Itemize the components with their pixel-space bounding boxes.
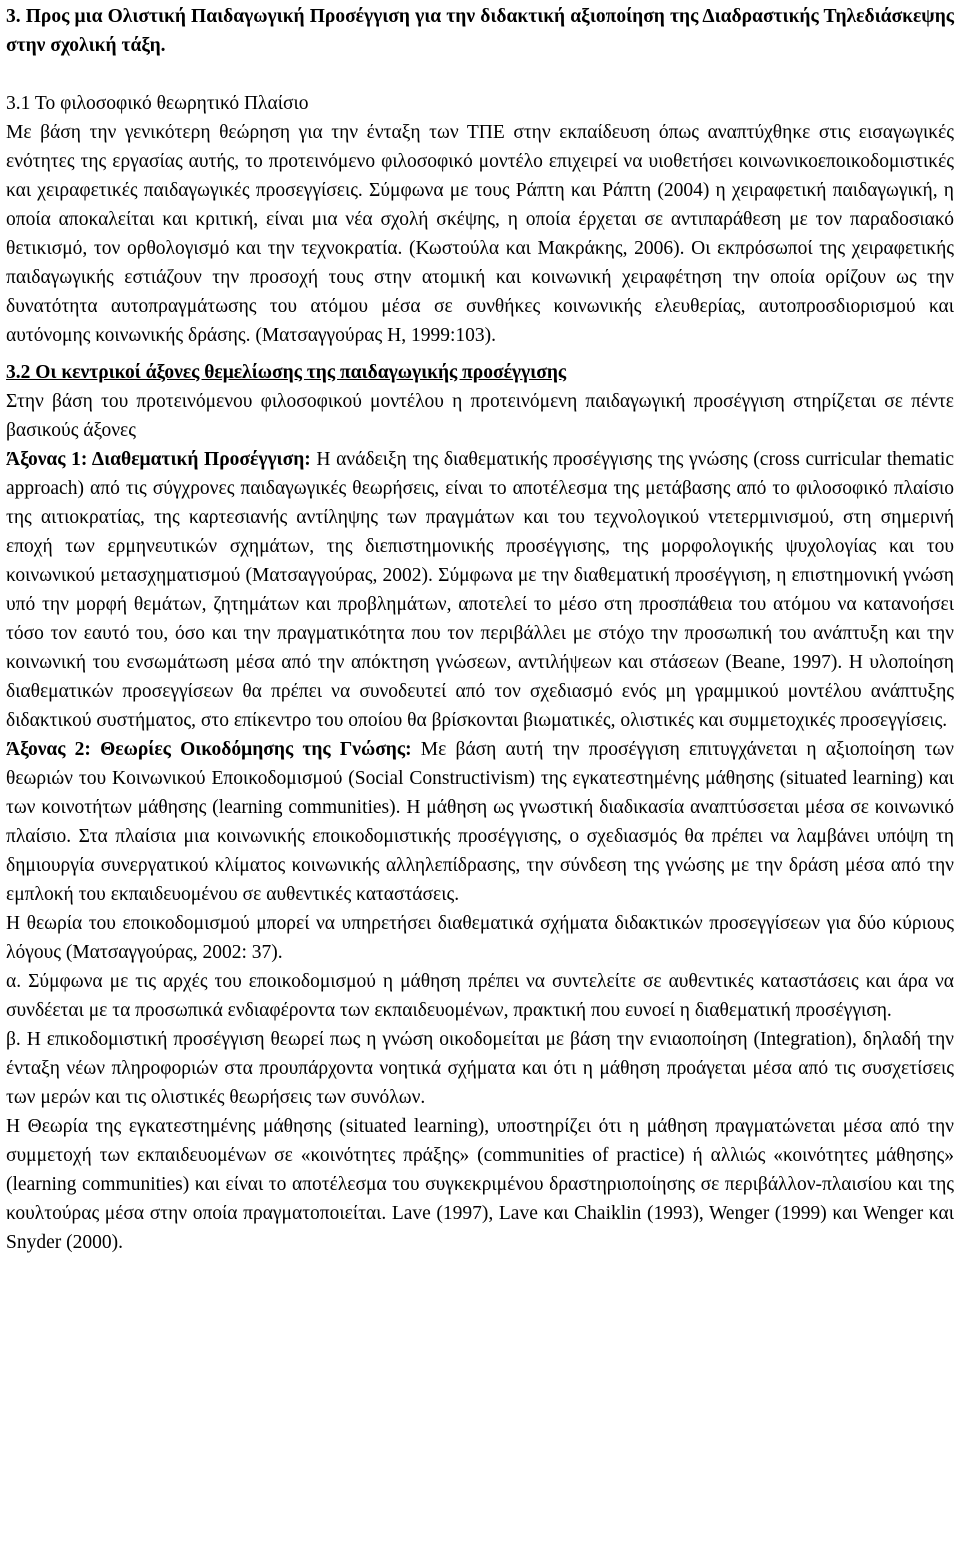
axis-1-paragraph <box>6 445 954 735</box>
section-3-2-intro: Στην βάση του προτεινόμενου φιλοσοφικού μοντέλου η προτεινόμενη παιδαγωγική προσέγγιση στηρίζεται σε πέντε βασικούς άξονες <box>6 391 954 441</box>
section-3-2 <box>6 358 954 1257</box>
section-3-1 <box>6 89 954 350</box>
section-3-1-heading: 3.1 Το φιλοσοφικό θεωρητικό Πλαίσιο <box>6 93 309 114</box>
spacer <box>6 350 954 358</box>
section-3-2-heading-text: 3.2 Οι κεντρικοί άξονες θεμελίωσης της παιδαγωγικής προσέγγισης <box>6 362 567 383</box>
spacer <box>6 60 954 89</box>
point-a-paragraph: α. Σύμφωνα με τις αρχές του εποικοδομισμού η μάθηση πρέπει να συντελείτε σε αυθεντικές καταστάσεις και άρα να συνδέεται με τα προσωπικά ενδιαφέροντα των εκπαιδευομένων, πρακτική που ευνοεί η διαθεματική προσέγγιση. <box>6 971 954 1021</box>
section-3-1-body: Με βάση την γενικότερη θεώρηση για την ένταξη των ΤΠΕ στην εκπαίδευση όπως αναπτύχθηκε στις εισαγωγικές ενότητες της εργασίας αυτής, το προτεινόμενο φιλοσοφικό μοντέλο επιχειρεί να υιοθετήσει κοινωνικοεποικοδομιστικές και χειραφετικές παιδαγωγικές προσεγγίσεις. Σύμφωνα με τους Ράπτη και Ράπτη (2004) η χειραφετική παιδαγωγική, η οποία αποκαλείται και κριτική, είναι μια νέα σχολή σκέψης, η οποία έρχεται σε αντιπαράθεση με τον παραδοσιακό θετικισμό, τον ορθολογισμό και την τεχνοκρατία. (Κωστούλα και Μακράκης, 2006). Οι εκπρόσωποί της χειραφετικής παιδαγωγικής εστιάζουν την προσοχή τους στην ατομική και κοινωνική χειραφέτηση την οποία ορίζουν ως την δυνατότητα αυτοπραγμάτωσης του ατόμου μέσα σε συνθήκες κοινωνικής ελευθερίας, αυτοπροσδιορισμού και αυτόνομης κοινωνικής δράσης. (Ματσαγγούρας Η, 1999:103). <box>6 122 954 346</box>
axis-1-text: Η ανάδειξη της διαθεματικής προσέγγισης της γνώσης (cross curricular thematic approach) από τις σύγχρονες παιδαγωγικές θεωρήσεις, είναι το αποτέλεσμα της μετάβασης από το φιλοσοφικό πλαίσιο της αιτιοκρατίας, της καρτεσιανής αντίληψης των πραγμάτων και του τεχνολογικού ντετερμινισμού, στη σημερινή εποχή των ερμηνευτικών σχημάτων, της διεπιστημονικής προσέγγισης, της μορφολογικής ψυχολογίας και του κοινωνικού μετασχηματισμού (Ματσαγγούρας, 2002). Σύμφωνα με την διαθεματική προσέγγιση, η επιστημονική γνώση υπό την μορφή θεμάτων, ζητημάτων και προβλημάτων, αποτελεί το μέσο στη προσπάθεια του ατόμου να κατανοήσει τόσο τον εαυτό του, όσο και την πραγματικότητα που τον περιβάλλει με στόχο την προσωπική του ανάπτυξη και την κοινωνική του ενσωμάτωση μέσα από την απόκτηση γνώσεων, αντιλήψεων και στάσεων (Beane, 1997). Η υλοποίηση διαθεματικών προσεγγίσεων θα πρέπει να συνοδευτεί από τον σχεδιασμό ενός μη γραμμικού μοντέλου ανάπτυξης διδακτικού συστήματος, στο επίκεντρο του οποίου θα βρίσκονται βιωματικές, ολιστικές και συμμετοχικές προσεγγίσεις. <box>6 449 955 731</box>
section-3-2-heading <box>6 358 954 387</box>
situated-learning-paragraph: Η Θεωρία της εγκατεστημένης μάθησης (situated learning), υποστηρίζει ότι η μάθηση πραγματώνεται μέσα από την συμμετοχή των εκπαιδευομένων σε «κοινότητες πράξης» (communities of practice) ή αλλιώς «κοινότητες μάθησης» (learning communities) και είναι το αποτέλεσμα του συγκεκριμένου δραστηριοποίησης σε περιβάλλον-πλαισίου και της κουλτούρας μέσα στην οποία πραγματοποιείται. Lave (1997), Lave και Chaiklin (1993), Wenger (1999) και Wenger και Snyder (2000). <box>6 1116 954 1253</box>
axis-2-label: Άξονας 2: Θεωρίες Οικοδόμησης της Γνώσης: <box>6 739 412 760</box>
theory-intro-paragraph: Η θεωρία του εποικοδομισμού μπορεί να υπηρετήσει διαθεματικά σχήματα διδακτικών προσεγγίσεων για δύο κύριους λόγους (Ματσαγγούρας, 2002: 37). <box>6 913 954 963</box>
point-b-paragraph: β. Η επικοδομιστική προσέγγιση θεωρεί πως η γνώση οικοδομείται με βάση την ενιαοποίηση (Integration), δηλαδή την ένταξη νέων πληροφοριών στα προυπάρχοντα νοητικά σχήματα και ότι η μάθηση προάγεται μέσα από τις συσχετίσεις των μερών και τις ολιστικές θεωρήσεις των συνόλων. <box>6 1029 954 1108</box>
section-3-heading: 3. Προς μια Ολιστική Παιδαγωγική Προσέγγιση για την διδακτική αξιοποίηση της Διαδραστικής Τηλεδιάσκεψης στην σχολική τάξη. <box>6 6 954 56</box>
axis-1-label: Άξονας 1: Διαθεματική Προσέγγιση: <box>6 449 311 470</box>
axis-2-text: Με βάση αυτή την προσέγγιση επιτυγχάνεται η αξιοποίηση των θεωριών του Κοινωνικού Εποικοδομισμού (Social Constructivism) της εγκατεστημένης μάθησης (situated learning) και των κοινοτήτων μάθησης (learning communities). Η μάθηση ως γνωστική διαδικασία αναπτύσσεται μέσα σε κοινωνικό πλαίσιο. Στα πλαίσια μια κοινωνικής εποικοδομιστικής προσέγγισης, ο σχεδιασμός θα πρέπει να λαμβάνει υπόψη τη δημιουργία συνεργατικού κλίματος κοινωνικής αλληλεπίδρασης, την σύνδεση της γνώσης με την δράση μέσα από την εμπλοκή του εκπαιδευομένου σε αυθεντικές καταστάσεις. <box>6 739 955 905</box>
axis-2-paragraph <box>6 735 954 909</box>
